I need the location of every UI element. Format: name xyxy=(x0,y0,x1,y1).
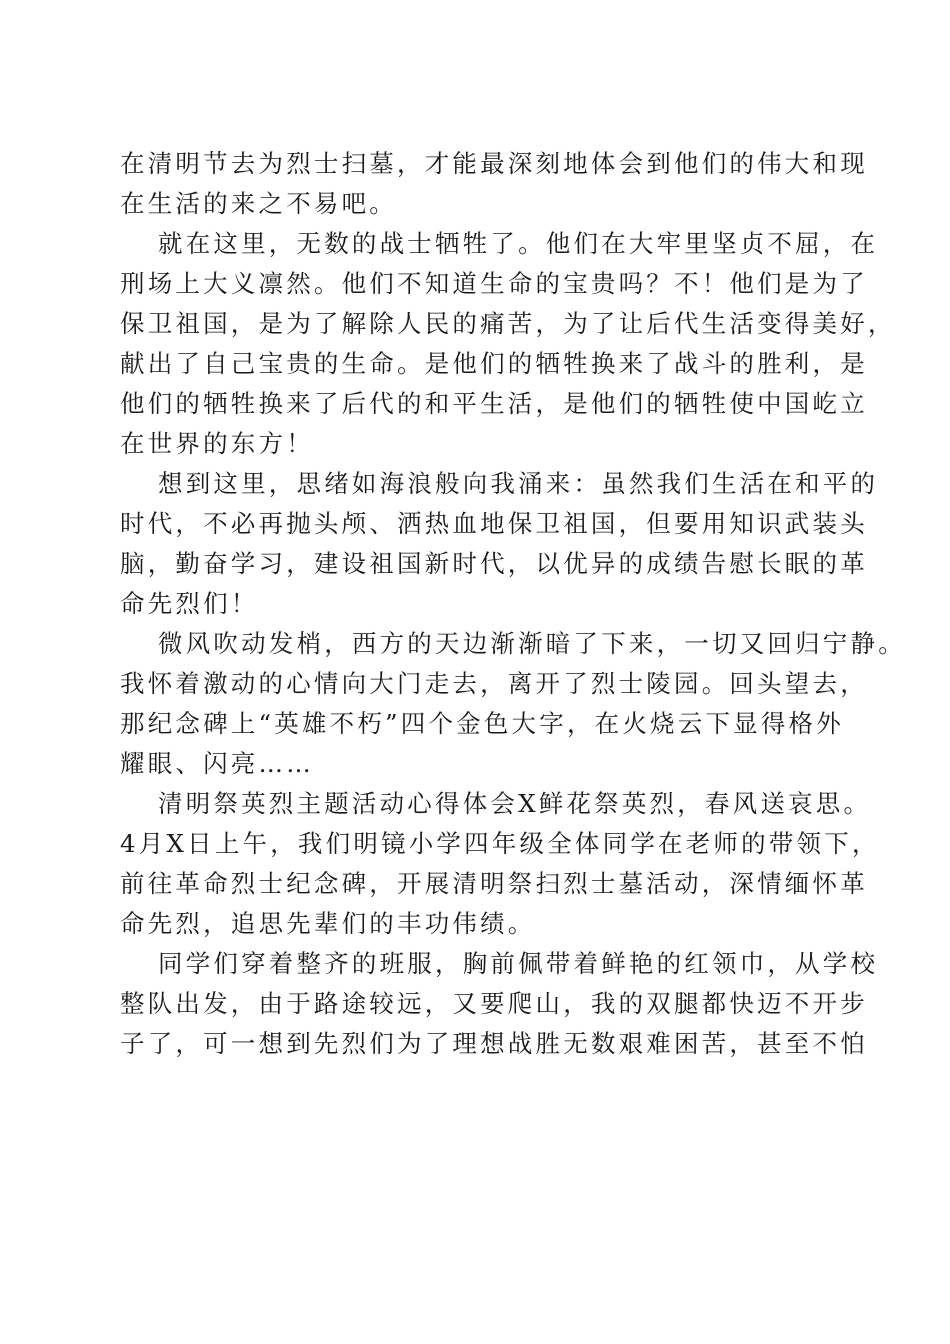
text-line: 命先烈，追思先辈们的丰功伟绩。 xyxy=(120,909,536,938)
text-line: 整队出发，由于路途较远，又要爬山，我的双腿都快迈不开步 xyxy=(120,989,868,1018)
text-line: 4月X日上午，我们明镜小学四年级全体同学在老师的带领下， xyxy=(120,829,880,858)
text-line: 我怀着激动的心情向大门走去，离开了烈士陵园。回头望去， xyxy=(120,669,868,698)
text-line: 他们的牺牲换来了后代的和平生活，是他们的牺牲使中国屹立 xyxy=(120,389,868,418)
text-line: 在生活的来之不易吧。 xyxy=(120,189,397,218)
text-line: 清明祭英烈主题活动心得体会X鲜花祭英烈，春风送哀思。 xyxy=(158,789,872,818)
text-line: 就在这里，无数的战士牺牲了。他们在大牢里坚贞不屈，在 xyxy=(158,229,879,258)
text-line: 那纪念碑上“英雄不朽”四个金色大字，在火烧云下显得格外 xyxy=(120,709,844,738)
text-line: 保卫祖国，是为了解除人民的痛苦，为了让后代生活变得美好， xyxy=(120,309,896,338)
text-line: 子了，可一想到先烈们为了理想战胜无数艰难困苦，甚至不怕 xyxy=(120,1029,868,1058)
text-line: 在世界的东方！ xyxy=(120,429,314,458)
text-line: 脑，勤奋学习，建设祖国新时代，以优异的成绩告慰长眠的革 xyxy=(120,549,868,578)
text-line: 微风吹动发梢，西方的天边渐渐暗了下来，一切又回归宁静。 xyxy=(158,629,906,658)
text-line: 命先烈们！ xyxy=(120,589,259,618)
text-line: 想到这里，思绪如海浪般向我涌来：虽然我们生活在和平的 xyxy=(158,469,879,498)
body-text xyxy=(120,144,906,1064)
text-line: 献出了自己宝贵的生命。是他们的牺牲换来了战斗的胜利，是 xyxy=(120,349,868,378)
text-line: 时代，不必再抛头颅、洒热血地保卫祖国，但要用知识武装头 xyxy=(120,509,868,538)
text-line: 前往革命烈士纪念碑，开展清明祭扫烈士墓活动，深情缅怀革 xyxy=(120,869,868,898)
text-line: 同学们穿着整齐的班服，胸前佩带着鲜艳的红领巾，从学校 xyxy=(158,949,879,978)
text-line: 刑场上大义凛然。他们不知道生命的宝贵吗？不！他们是为了 xyxy=(120,269,868,298)
text-line: 耀眼、闪亮…… xyxy=(120,749,314,778)
text-line: 在清明节去为烈士扫墓，才能最深刻地体会到他们的伟大和现 xyxy=(120,149,868,178)
